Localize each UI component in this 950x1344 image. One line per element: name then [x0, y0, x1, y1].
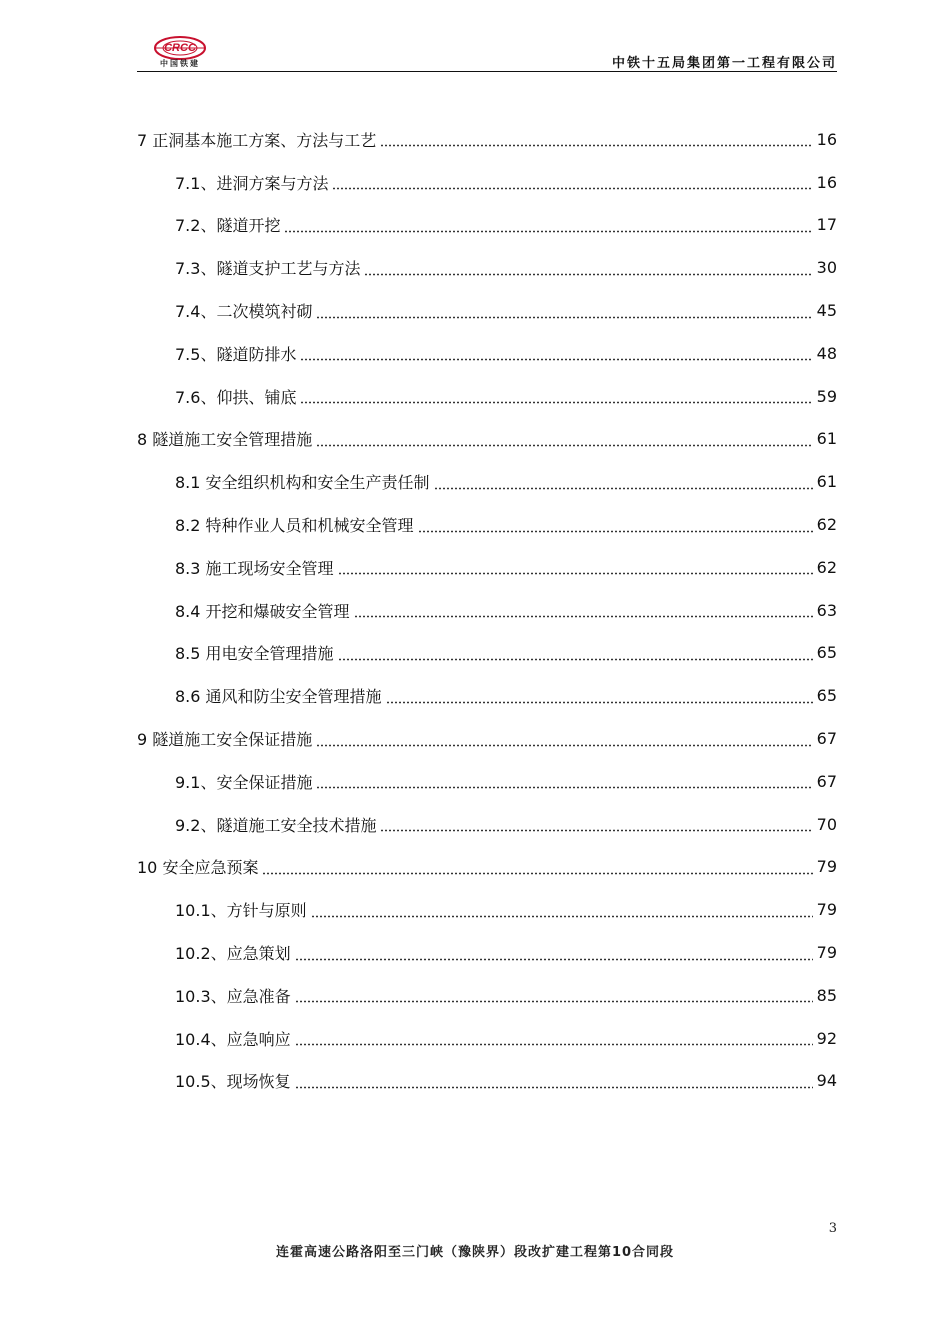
toc-entry[interactable]	[137, 289, 837, 332]
toc-entry-title: 8.4 开挖和爆破安全管理	[175, 599, 352, 622]
toc-entry-page: 61	[816, 472, 837, 492]
toc-entry-page: 48	[816, 343, 837, 363]
toc-entry-title: 9.1、安全保证措施	[175, 770, 314, 793]
toc-entry-page: 65	[816, 686, 837, 706]
toc-entry-page: 30	[816, 258, 837, 278]
toc-entry-title: 8.1 安全组织机构和安全生产责任制	[175, 470, 432, 493]
toc-dot-leader	[434, 474, 813, 490]
toc-dot-leader	[380, 816, 812, 832]
toc-dot-leader	[418, 517, 813, 533]
toc-entry-title: 8.2 特种作业人员和机械安全管理	[175, 513, 416, 536]
toc-entry-title: 10.3、应急准备	[175, 984, 293, 1007]
toc-entry-page: 79	[816, 900, 837, 920]
toc-dot-leader	[284, 217, 812, 233]
logo-caption: 中国铁建	[160, 59, 200, 68]
page-header	[137, 30, 837, 72]
toc-entry-title: 7.2、隧道开挖	[175, 213, 282, 236]
toc-entry[interactable]	[137, 418, 837, 461]
toc-entry[interactable]	[137, 375, 837, 418]
toc-dot-leader	[316, 773, 812, 789]
page-number: 3	[828, 1221, 837, 1236]
toc-dot-leader	[295, 987, 813, 1003]
toc-dot-leader	[386, 688, 813, 704]
toc-entry[interactable]	[137, 803, 837, 846]
toc-dot-leader	[338, 645, 813, 661]
toc-entry[interactable]	[137, 974, 837, 1017]
toc-entry-page: 70	[816, 814, 837, 834]
toc-dot-leader	[380, 131, 812, 147]
toc-entry-page: 65	[816, 643, 837, 663]
toc-entry[interactable]	[137, 1060, 837, 1103]
toc-dot-leader	[364, 260, 812, 276]
toc-entry-page: 61	[816, 429, 837, 449]
toc-dot-leader	[262, 859, 812, 875]
toc-entry-page: 45	[816, 301, 837, 321]
toc-entry-page: 62	[816, 515, 837, 535]
toc-entry-page: 16	[816, 129, 837, 149]
toc-dot-leader	[300, 388, 812, 404]
toc-entry-page: 67	[816, 729, 837, 749]
toc-entry-page: 79	[816, 857, 837, 877]
toc-entry[interactable]	[137, 888, 837, 931]
toc-entry[interactable]	[137, 246, 837, 289]
toc-dot-leader	[316, 731, 812, 747]
toc-entry[interactable]	[137, 118, 837, 161]
toc-entry-page: 85	[816, 985, 837, 1005]
toc-entry-title: 9.2、隧道施工安全技术措施	[175, 813, 378, 836]
table-of-contents	[137, 118, 837, 1102]
logo-mark-text: CRCC	[164, 42, 196, 54]
toc-entry[interactable]	[137, 460, 837, 503]
toc-entry[interactable]	[137, 632, 837, 675]
toc-entry[interactable]	[137, 503, 837, 546]
toc-entry[interactable]	[137, 1017, 837, 1060]
toc-entry-title: 7.5、隧道防排水	[175, 342, 298, 365]
company-name: 中铁十五局集团第一工程有限公司	[611, 56, 837, 71]
toc-entry[interactable]	[137, 332, 837, 375]
toc-entry-title: 7 正洞基本施工方案、方法与工艺	[137, 128, 378, 151]
toc-entry-page: 67	[816, 771, 837, 791]
toc-entry[interactable]	[137, 846, 837, 889]
toc-dot-leader	[311, 902, 813, 918]
toc-entry-title: 9 隧道施工安全保证措施	[137, 727, 314, 750]
toc-entry-title: 10.5、现场恢复	[175, 1069, 293, 1092]
toc-entry-title: 8.3 施工现场安全管理	[175, 556, 336, 579]
toc-dot-leader	[316, 431, 812, 447]
toc-dot-leader	[354, 602, 813, 618]
toc-entry[interactable]	[137, 204, 837, 247]
toc-entry-title: 10.2、应急策划	[175, 941, 293, 964]
toc-entry[interactable]	[137, 674, 837, 717]
toc-entry-page: 92	[816, 1028, 837, 1048]
toc-entry-title: 8.6 通风和防尘安全管理措施	[175, 684, 384, 707]
toc-entry-title: 10.4、应急响应	[175, 1027, 293, 1050]
toc-entry-page: 62	[816, 557, 837, 577]
toc-entry-title: 7.4、二次模筑衬砌	[175, 299, 314, 322]
toc-entry-page: 79	[816, 943, 837, 963]
page-footer: 连霍高速公路洛阳至三门峡（豫陕界）段改扩建工程第10合同段	[275, 1245, 675, 1260]
toc-dot-leader	[300, 345, 812, 361]
toc-entry-title: 7.6、仰拱、铺底	[175, 385, 298, 408]
toc-entry-page: 63	[816, 600, 837, 620]
toc-entry-page: 94	[816, 1071, 837, 1091]
toc-entry-page: 16	[816, 172, 837, 192]
toc-entry-page: 17	[816, 215, 837, 235]
toc-dot-leader	[295, 1073, 813, 1089]
toc-entry[interactable]	[137, 760, 837, 803]
toc-entry-title: 7.3、隧道支护工艺与方法	[175, 256, 362, 279]
toc-dot-leader	[316, 303, 812, 319]
toc-entry[interactable]	[137, 546, 837, 589]
toc-entry[interactable]	[137, 931, 837, 974]
toc-entry-title: 8 隧道施工安全管理措施	[137, 427, 314, 450]
toc-dot-leader	[295, 945, 813, 961]
toc-entry-page: 59	[816, 386, 837, 406]
toc-entry-title: 7.1、进洞方案与方法	[175, 171, 330, 194]
toc-entry[interactable]	[137, 717, 837, 760]
toc-entry[interactable]	[137, 589, 837, 632]
toc-entry-title: 8.5 用电安全管理措施	[175, 641, 336, 664]
toc-dot-leader	[332, 174, 812, 190]
toc-dot-leader	[338, 559, 813, 575]
toc-entry[interactable]	[137, 161, 837, 204]
toc-dot-leader	[295, 1030, 813, 1046]
toc-entry-title: 10 安全应急预案	[137, 855, 260, 878]
header-rule	[137, 71, 837, 72]
toc-entry-title: 10.1、方针与原则	[175, 898, 309, 921]
